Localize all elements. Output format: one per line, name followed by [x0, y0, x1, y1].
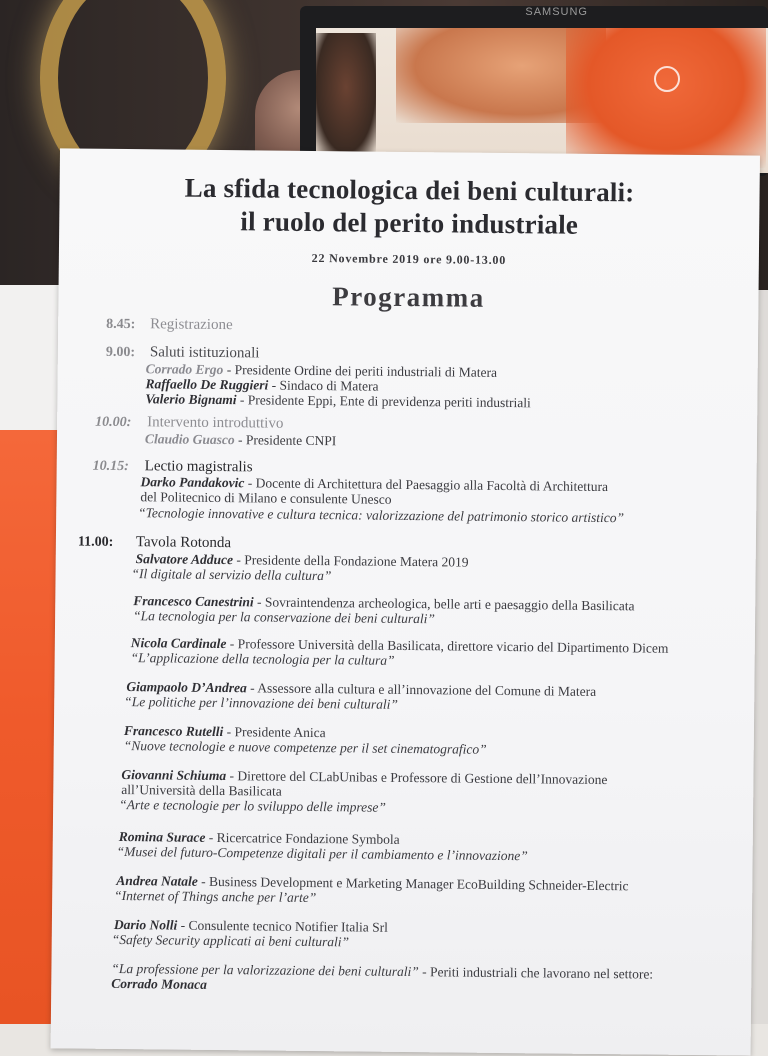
panelist-name: Giampaolo D’Andrea [126, 679, 247, 696]
panelist-role: Business Development e Marketing Manager EcoBuilding Schneider-Electric [208, 873, 629, 894]
panelist-name: Francesco Canestrini [133, 593, 254, 610]
program-item [57, 414, 757, 449]
speaker-name: Corrado Ergo [145, 361, 224, 378]
item-title: Lectio magistralis [144, 458, 253, 476]
panelist-line: Giovanni Schiuma - Direttore del CLabUnibas e Professore di Gestione dell’Innovazione [121, 767, 608, 788]
panelist-line: Nicola Cardinale - Professore Università della Basilicata, direttore vicario del Dipartimento Dicem [130, 635, 669, 656]
program-sheet [51, 148, 760, 1055]
painting-figure-dark [316, 33, 376, 153]
panelist-name: Romina Surace [118, 828, 206, 845]
panelist-role: Sovraintendenza archeologica, belle arti e paesaggio della Basilicata [264, 594, 635, 614]
monitor [300, 6, 768, 176]
poster-title [99, 171, 720, 243]
event-date: 22 Novembre 2019 ore 9.00-13.00 [311, 250, 507, 268]
panelist-line: Salvatore Adduce - Presidente della Fondazione Matera 2019 [135, 551, 469, 570]
panelist-line: Andrea Natale - Business Development e Marketing Manager EcoBuilding Schneider-Electric [116, 872, 629, 894]
panelist-line: Romina Surace - Ricercatrice Fondazione Symbola [118, 828, 400, 847]
monitor-brand: SAMSUNG [525, 6, 588, 18]
panelist [53, 828, 753, 864]
panelist-role: Professore Università della Basilicata, direttore vicario del Dipartimento Dicem [237, 636, 669, 656]
program-item [57, 458, 757, 526]
program-item [58, 316, 758, 334]
talk-topic: “Internet of Things anche per l’arte” [114, 887, 317, 906]
closing-text: Periti industriali che lavorano nel settore: [429, 964, 654, 982]
panelist-line: Francesco Rutelli - Presidente Anica [123, 723, 326, 741]
closing-line: “La professione per la valorizzazione dei beni culturali” - Periti industriali che lavorano nel settore: [111, 960, 654, 982]
program-item [58, 344, 758, 411]
panelist [54, 722, 754, 757]
closing-name: Corrado Monaca [111, 975, 207, 992]
speaker-role: Docente di Architettura del Paesaggio alla Facoltà di Architettura [255, 475, 609, 495]
panelist [52, 916, 752, 950]
title-line-1: La sfida tecnologica dei beni culturali: [184, 172, 635, 208]
panelist-role: Assessore alla cultura e all’innovazione del Comune di Matera [257, 680, 597, 699]
panelist-line: Francesco Canestrini - Sovraintendenza archeologica, belle arti e paesaggio della Basilicata [133, 593, 635, 614]
program-item [56, 534, 756, 552]
item-time: 10.00: [95, 414, 132, 431]
panelist-name: Nicola Cardinale [130, 635, 227, 652]
speaker-line: Claudio Guasco - Presidente CNPI [144, 431, 337, 449]
panelist-line: Giampaolo D’Andrea - Assessore alla cultura e all’innovazione del Comune di Matera [126, 679, 597, 699]
screen-logo-icon [654, 66, 680, 92]
panelist [55, 634, 755, 668]
panelist-line: Dario Nolli - Consulente tecnico Notifier Italia Srl [113, 916, 389, 935]
talk-topic: “Nuove tecnologie e nuove competenze per il set cinematografico” [123, 738, 487, 757]
speaker-line: Darko Pandakovic - Docente di Architettura del Paesaggio alla Facoltà di Architettura [140, 474, 609, 495]
item-time: 10.15: [92, 458, 129, 475]
speaker-line: Valerio Bignami - Presidente Eppi, Ente di previdenza periti industriali [145, 391, 531, 411]
closing-quote: “La professione per la valorizzazione dei beni culturali” [111, 960, 419, 980]
closing-speaker [111, 976, 207, 992]
talk-topic: “L’applicazione della tecnologia per la cultura” [130, 650, 395, 668]
panelist-name: Andrea Natale [116, 872, 198, 889]
speaker-role: Sindaco di Matera [279, 377, 379, 394]
panelist-name: Dario Nolli [113, 916, 178, 933]
panelist-role: Presidente della Fondazione Matera 2019 [244, 552, 469, 570]
panelist-name: Salvatore Adduce [135, 551, 234, 568]
talk-topic: “Le politiche per l’innovazione dei beni culturali” [124, 694, 399, 712]
talk-topic: “Musei del futuro-Competenze digitali per il cambiamento e l’innovazione” [116, 843, 528, 864]
talk-topic: “Arte e tecnologie per lo sviluppo delle imprese” [119, 796, 387, 815]
item-time: 11.00: [77, 534, 114, 550]
talk-topic: “La tecnologia per la conservazione dei beni culturali” [133, 608, 436, 627]
talk-topic: “Tecnologie innovative e cultura tecnica: valorizzazione del patrimonio storico artistico” [138, 505, 625, 526]
speaker-role: Presidente Eppi, Ente di previdenza periti industriali [247, 392, 531, 411]
panelist-role: Direttore del CLabUnibas e Professore di Gestione dell’Innovazione [237, 768, 608, 788]
panelist-name: Giovanni Schiuma [121, 767, 227, 784]
item-title: Registrazione [150, 316, 233, 334]
speaker-name: Darko Pandakovic [140, 474, 245, 491]
talk-topic: “Il digitale al servizio della cultura” [131, 566, 332, 584]
speaker-line: Raffaello De Ruggieri - Sindaco di Matera [145, 376, 379, 394]
speaker-line: Corrado Ergo - Presidente Ordine dei periti industriali di Matera [145, 361, 498, 380]
item-title: Tavola Rotonda [135, 534, 232, 552]
speaker-role-continued: del Politecnico di Milano e consulente Unesco [140, 489, 392, 507]
speaker-name: Claudio Guasco [144, 431, 235, 448]
panelist-name: Francesco Rutelli [123, 723, 224, 740]
closing-session [52, 960, 752, 992]
item-title: Saluti istituzionali [149, 344, 260, 362]
item-title: Intervento introduttivo [147, 414, 284, 432]
panelist-role-continued: all’Università della Basilicata [121, 782, 282, 799]
item-time: 8.45: [106, 316, 136, 333]
panelist-role: Presidente Anica [234, 724, 326, 741]
panelist [54, 766, 754, 815]
panelist [56, 550, 756, 584]
panelist [55, 592, 755, 627]
title-line-2: il ruolo del perito industriale [240, 206, 579, 240]
item-time: 9.00: [105, 344, 136, 361]
talk-topic: “Safety Security applicati ai beni culturali” [111, 931, 350, 950]
panelist [54, 678, 754, 712]
panelist-role: Consulente tecnico Notifier Italia Srl [188, 917, 389, 935]
programma-heading: Programma [332, 281, 485, 313]
panelist [52, 872, 752, 906]
painting-figure-red-robe [566, 28, 766, 168]
speaker-name: Raffaello De Ruggieri [145, 376, 269, 393]
speaker-role: Presidente CNPI [245, 432, 337, 449]
speaker-name: Valerio Bignami [145, 391, 237, 408]
speaker-role: Presidente Ordine dei periti industriali di Matera [234, 362, 498, 380]
panelist-role: Ricercatrice Fondazione Symbola [216, 830, 400, 847]
